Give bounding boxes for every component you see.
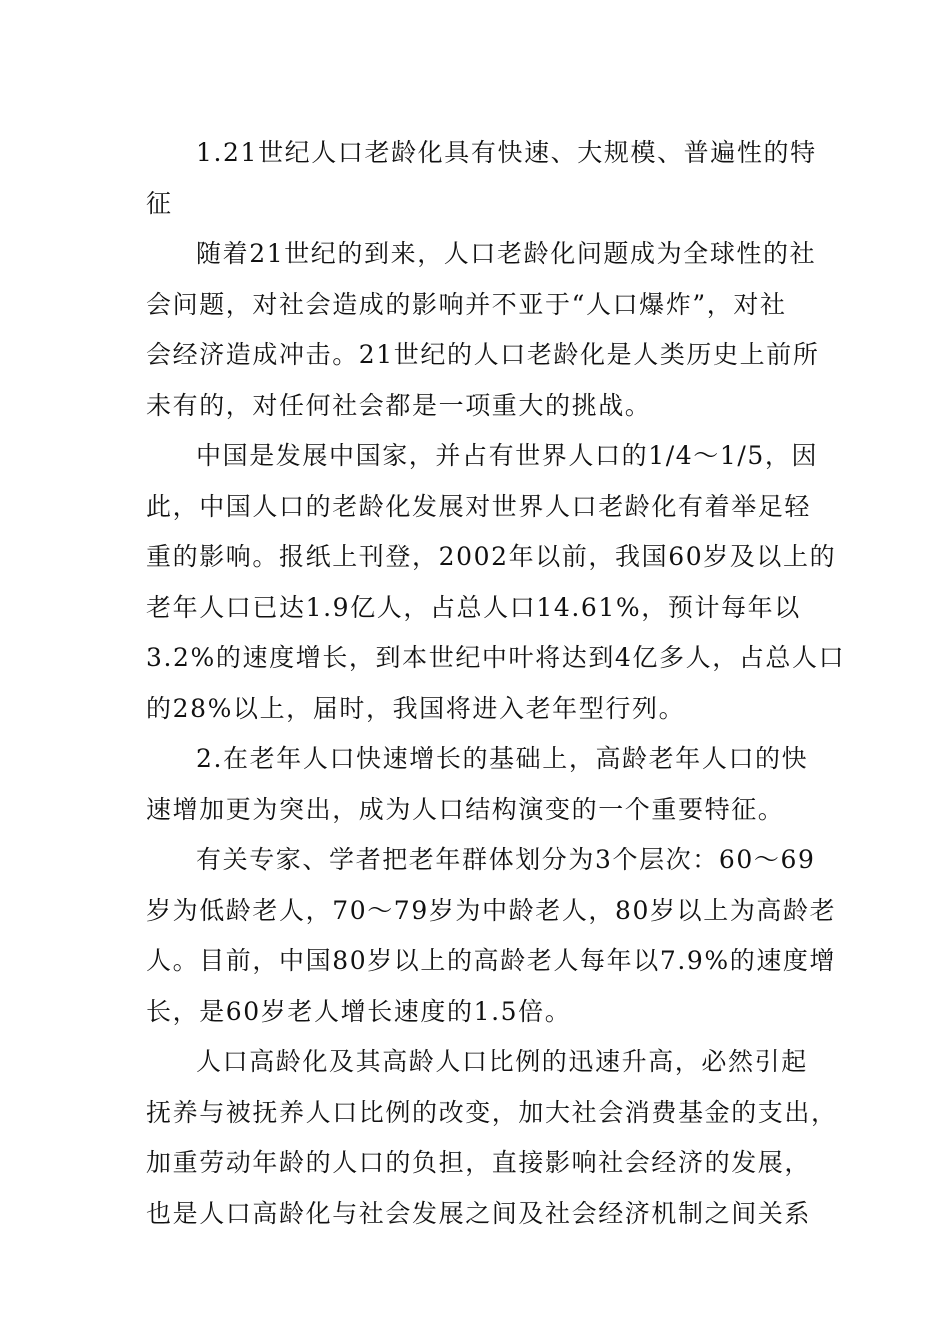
- paragraph-line: 抚养与被抚养人口比例的改变，加大社会消费基金的支出，: [146, 1097, 838, 1127]
- heading-line-1: 2.在老年人口快速增长的基础上，高龄老年人口的快: [196, 744, 809, 773]
- paragraph-line: 加重劳动年龄的人口的负担，直接影响社会经济的发展，: [146, 1148, 812, 1177]
- paragraph-line: 3.2%的速度增长，到本世纪中叶将达到4亿多人，占总人口: [146, 643, 846, 672]
- paragraph-line: 老年人口已达1.9亿人，占总人口14.61%，预计每年以: [146, 592, 801, 622]
- body-text: [146, 128, 846, 1239]
- paragraph-line: 的28%以上，届时，我国将进入老年型行列。: [146, 693, 686, 723]
- paragraph-line: 会经济造成冲击。21世纪的人口老龄化是人类历史上前所: [146, 340, 820, 369]
- paragraph-line: 随着21世纪的到来，人口老龄化问题成为全球性的社: [196, 239, 817, 268]
- paragraph-line: 长，是60岁老人增长速度的1.5倍。: [146, 996, 572, 1026]
- paragraph-line: 岁为低龄老人，70～79岁为中龄老人，80岁以上为高龄老: [146, 895, 837, 925]
- paragraph-line: 此，中国人口的老龄化发展对世界人口老龄化有着举足轻: [146, 491, 812, 521]
- paragraph-line: 未有的，对任何社会都是一项重大的挑战。: [146, 390, 652, 420]
- paragraph-line: 人口高龄化及其高龄人口比例的迅速升高，必然引起: [196, 1047, 808, 1076]
- paragraph-line: 也是人口高龄化与社会发展之间及社会经济机制之间关系: [146, 1198, 812, 1228]
- heading-line-2: 征: [146, 188, 173, 218]
- heading-line-2: 速增加更为突出，成为人口结构演变的一个重要特征。: [146, 794, 785, 824]
- paragraph-line: 会问题，对社会造成的影响并不亚于“人口爆炸”，对社: [146, 289, 787, 319]
- paragraph-line: 有关专家、学者把老年群体划分为3个层次：60～69: [196, 845, 816, 874]
- heading-line-1: 1.21世纪人口老龄化具有快速、大规模、普遍性的特: [196, 138, 817, 167]
- paragraph-line: 人。目前，中国80岁以上的高龄老人每年以7.9%的速度增: [146, 946, 837, 975]
- paragraph-line: 中国是发展中国家，并占有世界人口的1/4～1/5，因: [196, 441, 819, 470]
- paragraph-line: 重的影响。报纸上刊登，2002年以前，我国60岁及以上的: [146, 542, 837, 571]
